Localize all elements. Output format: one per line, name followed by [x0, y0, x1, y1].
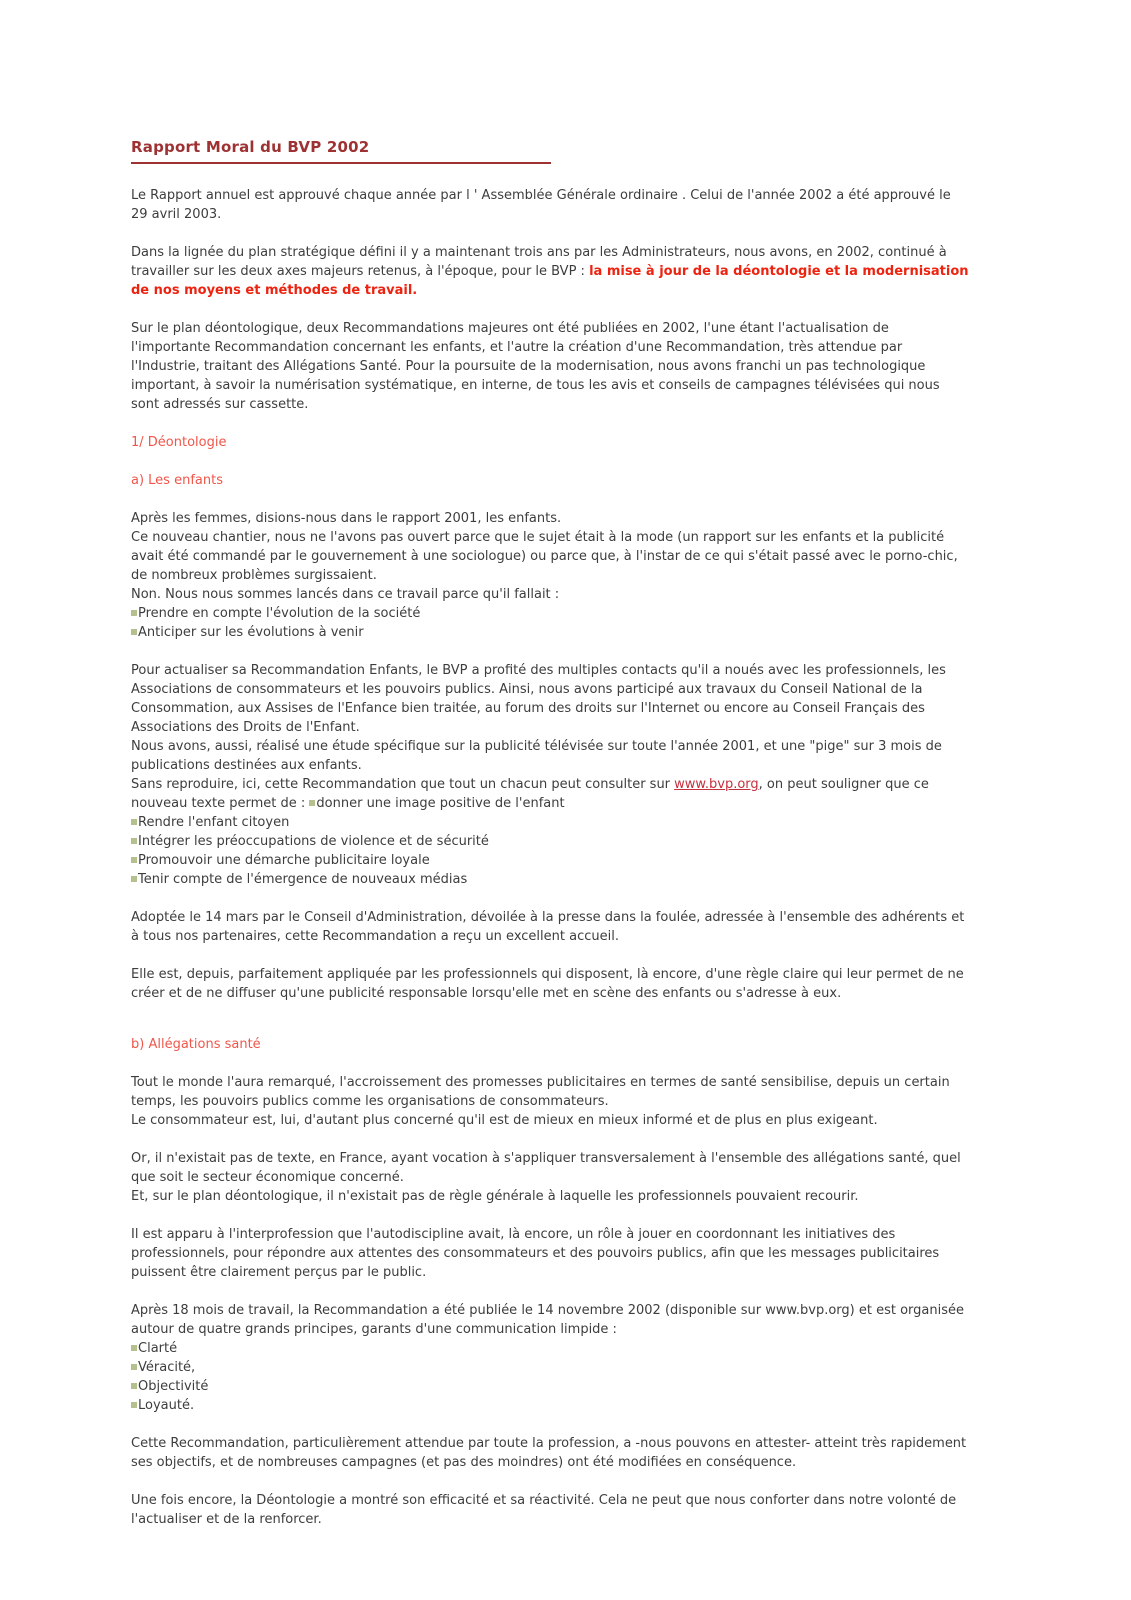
text-line [131, 1358, 971, 1377]
text-line [131, 737, 971, 775]
paragraph [131, 908, 971, 946]
paragraph [131, 1491, 971, 1529]
text-run: Intégrer les préoccupations de violence et de sécurité [138, 834, 489, 849]
text-run: Et, sur le plan déontologique, il n'existait pas de règle générale à laquelle les professionnels pouvaient recourir. [131, 1189, 859, 1204]
square-bullet-icon [131, 876, 137, 882]
text-line [131, 1149, 971, 1187]
text-run: Anticiper sur les évolutions à venir [138, 625, 364, 640]
text-line [131, 1073, 971, 1111]
text-run: Loyauté. [138, 1398, 195, 1413]
text-run: Pour actualiser sa Recommandation Enfants, le BVP a profité des multiples contacts qu'il a noués avec les professionnels, les Associations de consommateurs et les pouvoirs publics. Ainsi, nous avons participé aux travaux du Conseil National de la Consommation, aux Assises de l'Enfance bien traitée, au forum des droits sur l'Internet ou encore au Conseil Français des Associations des Droits de l'Enfant. [131, 663, 946, 735]
text-line [131, 243, 971, 300]
text-run: Prendre en compte l'évolution de la société [138, 606, 421, 621]
text-run: , on peut souligner que ce nouveau texte permet de : [131, 777, 929, 811]
square-bullet-icon [131, 610, 137, 616]
document-body [131, 186, 971, 1529]
text-line [131, 1434, 971, 1472]
text-line [131, 604, 971, 623]
paragraph [131, 243, 971, 300]
text-run: Sans reproduire, ici, cette Recommandation que tout un chacun peut consulter sur [131, 777, 675, 792]
text-line [131, 319, 971, 414]
paragraph [131, 186, 971, 224]
text-run: Rendre l'enfant citoyen [138, 815, 290, 830]
square-bullet-icon [131, 1383, 137, 1389]
paragraph [131, 661, 971, 889]
text-run: Il est apparu à l'interprofession que l'autodiscipline avait, là encore, un rôle à jouer en coordonnant les initiatives des professionnels, pour répondre aux attentes des consommateurs et des pouvoirs publics, afin que les messages publicitaires puissent être clairement perçus par le public. [131, 1227, 940, 1280]
text-line [131, 908, 971, 946]
text-run: Une fois encore, la Déontologie a montré son efficacité et sa réactivité. Cela ne peut que nous conforter dans notre volonté de l'actualiser et de la renforcer. [131, 1493, 957, 1527]
emphasis-red-text: la mise à jour de la déontologie et la modernisation de nos moyens et méthodes de travail. [131, 264, 969, 298]
text-run: Adoptée le 14 mars par le Conseil d'Administration, dévoilée à la presse dans la foulée, adressée à l'ensemble des adhérents et à tous nos partenaires, cette Recommandation a reçu un excellent accueil. [131, 910, 965, 944]
text-line [131, 585, 971, 604]
text-run: Le Rapport annuel est approuvé chaque année par l ' Assemblée Générale ordinaire . Celui de l'année 2002 a été approuvé le 29 avril 2003. [131, 188, 951, 222]
text-line [131, 851, 971, 870]
text-line [131, 965, 971, 1003]
text-line [131, 623, 971, 642]
text-line [131, 1301, 971, 1339]
title-rule [131, 162, 551, 164]
page-title: Rapport Moral du BVP 2002 [131, 138, 370, 156]
text-line [131, 832, 971, 851]
square-bullet-icon [131, 838, 137, 844]
text-run: Le consommateur est, lui, d'autant plus concerné qu'il est de mieux en mieux informé et de plus en plus exigeant. [131, 1113, 878, 1128]
text-run: Sur le plan déontologique, deux Recommandations majeures ont été publiées en 2002, l'une étant l'actualisation de l'importante Recommandation concernant les enfants, et l'autre la création d'une Recommandation, très attendue par l'Industrie, traitant des Allégations Santé. Pour la poursuite de la modernisation, nous avons franchi un pas technologique important, à savoir la numérisation systématique, en interne, de tous les avis et conseils de campagnes télévisées qui nous sont adressés sur cassette. [131, 321, 940, 412]
text-run: Ce nouveau chantier, nous ne l'avons pas ouvert parce que le sujet était à la mode (un rapport sur les enfants et la publicité avait été commandé par le gouvernement à une sociologue) ou parce que, à l'instar de ce qui s'était passé avec le porno-chic, de nombreux problèmes surgissaient. [131, 530, 958, 583]
text-run: Tout le monde l'aura remarqué, l'accroissement des promesses publicitaires en termes de santé sensibilise, depuis un certain temps, les pouvoirs publics comme les organisations de consommateurs. [131, 1075, 950, 1109]
square-bullet-icon [131, 1402, 137, 1408]
text-line [131, 509, 971, 528]
paragraph [131, 1225, 971, 1282]
text-line [131, 775, 971, 813]
text-line [131, 1225, 971, 1282]
square-bullet-icon [131, 629, 137, 635]
paragraph [131, 1434, 971, 1472]
square-bullet-icon [131, 819, 137, 825]
paragraph [131, 965, 971, 1003]
text-line [131, 528, 971, 585]
text-run: Cette Recommandation, particulièrement attendue par toute la profession, a -nous pouvons en attester- atteint très rapidement ses objectifs, et de nombreuses campagnes (et pas des moindres) ont été modifiées en conséquence. [131, 1436, 967, 1470]
square-bullet-icon [131, 1345, 137, 1351]
text-line [131, 1491, 971, 1529]
section-heading: a) Les enfants [131, 473, 223, 488]
text-run: Objectivité [138, 1379, 209, 1394]
paragraph [131, 319, 971, 414]
text-line [131, 870, 971, 889]
square-bullet-icon [309, 800, 315, 806]
section-heading: 1/ Déontologie [131, 435, 227, 450]
paragraph [131, 1149, 971, 1206]
text-run: Après les femmes, disions-nous dans le rapport 2001, les enfants. [131, 511, 562, 526]
text-run: Elle est, depuis, parfaitement appliquée par les professionnels qui disposent, là encore, d'une règle claire qui leur permet de ne créer et de ne diffuser qu'une publicité responsable lorsqu'elle met en scène des enfants ou s'adresse à eux. [131, 967, 964, 1001]
text-line [131, 661, 971, 737]
text-run: Tenir compte de l'émergence de nouveaux médias [138, 872, 468, 887]
text-run: Dans la lignée du plan stratégique défini il y a maintenant trois ans par les Administrateurs, nous avons, en 2002, continué à travailler sur les deux axes majeurs retenus, à l'époque, pour le BVP : [131, 245, 947, 279]
text-line [131, 186, 971, 224]
text-run: Promouvoir une démarche publicitaire loyale [138, 853, 430, 868]
text-line [131, 1396, 971, 1415]
text-run: Véracité, [138, 1360, 196, 1375]
text-run: Nous avons, aussi, réalisé une étude spécifique sur la publicité télévisée sur toute l'année 2001, et une "pige" sur 3 mois de publications destinées aux enfants. [131, 739, 942, 773]
section-heading: b) Allégations santé [131, 1037, 261, 1052]
paragraph [131, 1301, 971, 1415]
text-run: donner une image positive de l'enfant [316, 796, 565, 811]
text-run: Non. Nous nous sommes lancés dans ce travail parce qu'il fallait : [131, 587, 560, 602]
text-line [131, 1377, 971, 1396]
paragraph [131, 1073, 971, 1130]
text-line [131, 1187, 971, 1206]
text-line [131, 1339, 971, 1358]
text-run: Après 18 mois de travail, la Recommandation a été publiée le 14 novembre 2002 (disponible sur www.bvp.org) et est organisée autour de quatre grands principes, garants d'une communication limpide : [131, 1303, 965, 1337]
text-line [131, 1111, 971, 1130]
bvp-link[interactable]: www.bvp.org [674, 777, 759, 792]
text-line [131, 813, 971, 832]
paragraph [131, 509, 971, 642]
text-run: Clarté [138, 1341, 178, 1356]
text-run: Or, il n'existait pas de texte, en France, ayant vocation à s'appliquer transversalement à l'ensemble des allégations santé, quel que soit le secteur économique concerné. [131, 1151, 961, 1185]
square-bullet-icon [131, 1364, 137, 1370]
square-bullet-icon [131, 857, 137, 863]
